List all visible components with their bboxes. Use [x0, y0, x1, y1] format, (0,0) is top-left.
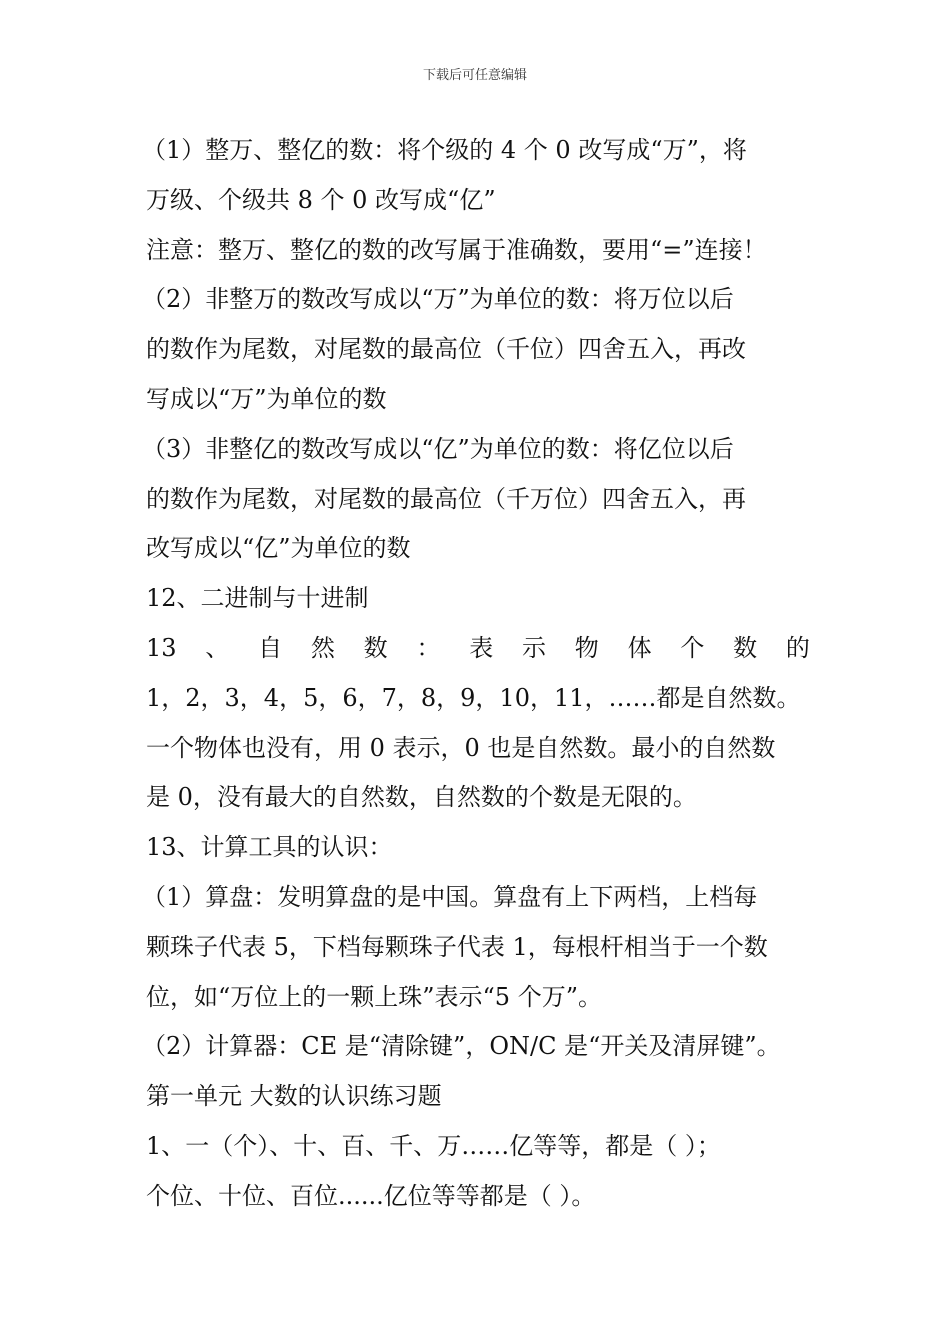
text-line: 位，如“万位上的一颗上珠”表示“5 个万”。 — [146, 982, 602, 1011]
justified-line — [146, 624, 810, 674]
text-line: 写成以“万”为单位的数 — [146, 384, 387, 413]
text-line: （3）非整亿的数改写成以“亿”为单位的数：将亿位以后 — [142, 434, 734, 463]
justified-char: 示 — [522, 633, 547, 662]
text-line: 一个物体也没有，用 0 表示，0 也是自然数。最小的自然数 — [146, 733, 776, 762]
text-line: 的数作为尾数，对尾数的最高位（千位）四舍五入，再改 — [146, 335, 746, 364]
justified-char: 表 — [469, 633, 494, 662]
document-body — [142, 126, 810, 1222]
justified-char: 13 — [146, 633, 177, 662]
text-line: （1）算盘：发明算盘的是中国。算盘有上下两档，上档每 — [142, 882, 758, 911]
text-line: 注意：整万、整亿的数的改写属于准确数，要用“=”连接！ — [146, 235, 767, 264]
exercise-line: 1、一（个）、十、百、千、万……亿等等，都是（ ）； — [146, 1131, 721, 1160]
text-line: （2）非整万的数改写成以“万”为单位的数：将万位以后 — [142, 285, 734, 314]
text-line: 1，2，3，4，5，6，7，8，9，10，11，……都是自然数。 — [146, 683, 801, 712]
justified-char: 个 — [680, 633, 705, 662]
section-heading: 13、计算工具的认识： — [146, 833, 393, 862]
text-line: 万级、个级共 8 个 0 改写成“亿” — [146, 185, 496, 214]
text-line: 颗珠子代表 5，下档每颗珠子代表 1，每根杆相当于一个数 — [146, 932, 768, 961]
justified-char: 自 — [258, 633, 283, 662]
text-line: （1）整万、整亿的数：将个级的 4 个 0 改写成“万”，将 — [142, 136, 747, 164]
justified-char: 体 — [627, 633, 652, 662]
justified-char: ： — [416, 633, 441, 662]
exercise-line: 个位、十位、百位......亿位等等都是（ ）。 — [146, 1181, 596, 1210]
text-line: 改写成以“亿”为单位的数 — [146, 534, 411, 563]
justified-char: 数 — [733, 633, 758, 662]
justified-char: 物 — [574, 633, 599, 662]
justified-char: 的 — [785, 633, 810, 662]
justified-char: 然 — [310, 633, 335, 662]
justified-char: 数 — [363, 633, 388, 662]
section-heading: 第一单元 大数的认识练习题 — [146, 1082, 442, 1111]
text-line: （2）计算器：CE 是“清除键”，ON/C 是“开关及清屏键”。 — [142, 1032, 781, 1061]
text-line: 的数作为尾数，对尾数的最高位（千万位）四舍五入，再 — [146, 484, 746, 513]
section-heading: 12、二进制与十进制 — [146, 584, 369, 613]
text-line: 是 0，没有最大的自然数，自然数的个数是无限的。 — [146, 783, 697, 812]
page-header: 下载后可任意编辑 — [422, 68, 527, 83]
justified-char: 、 — [205, 633, 230, 662]
